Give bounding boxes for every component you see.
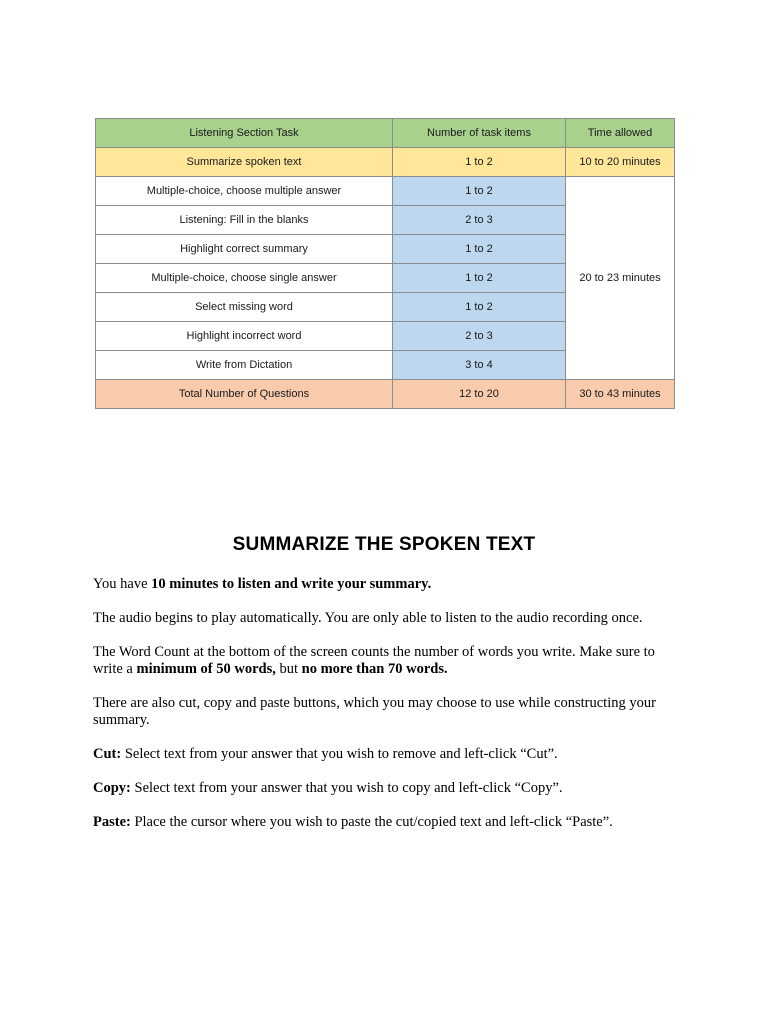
paragraph-word-count: The Word Count at the bottom of the screen counts the number of words you write. Make sure to write a minimum of 50 words, but no more than 70 words. bbox=[93, 644, 655, 677]
paragraph-paste: Paste: Place the cursor where you wish to paste the cut/copied text and left-click “Paste”. bbox=[93, 814, 613, 830]
cell-items: 1 to 2 bbox=[393, 293, 566, 322]
table-header-row bbox=[96, 119, 675, 148]
cell-items: 2 to 3 bbox=[393, 322, 566, 351]
cell-items: 3 to 4 bbox=[393, 351, 566, 380]
cell-total-time: 30 to 43 minutes bbox=[566, 380, 675, 409]
cell-task: Write from Dictation bbox=[96, 351, 393, 380]
header-task: Listening Section Task bbox=[96, 119, 393, 148]
cell-task: Multiple-choice, choose multiple answer bbox=[96, 177, 393, 206]
cell-items: 1 to 2 bbox=[393, 264, 566, 293]
listening-section-table bbox=[95, 118, 675, 409]
paragraph-copy: Copy: Select text from your answer that you wish to copy and left-click “Copy”. bbox=[93, 780, 563, 796]
cell-task: Multiple-choice, choose single answer bbox=[96, 264, 393, 293]
cell-items: 2 to 3 bbox=[393, 206, 566, 235]
cell-total-label: Total Number of Questions bbox=[96, 380, 393, 409]
cell-task: Listening: Fill in the blanks bbox=[96, 206, 393, 235]
cell-task: Highlight incorrect word bbox=[96, 322, 393, 351]
cell-time: 10 to 20 minutes bbox=[566, 148, 675, 177]
table-row bbox=[96, 177, 675, 206]
cell-merged-time: 20 to 23 minutes bbox=[566, 177, 675, 380]
paragraph-audio: The audio begins to play automatically. You are only able to listen to the audio recording once. bbox=[93, 610, 643, 626]
paragraph-buttons: There are also cut, copy and paste buttons, which you may choose to use while constructing your summary. bbox=[93, 695, 656, 728]
cell-items: 1 to 2 bbox=[393, 235, 566, 264]
paragraph-time: You have 10 minutes to listen and write your summary. bbox=[93, 576, 432, 592]
cell-items: 1 to 2 bbox=[393, 177, 566, 206]
cell-task: Select missing word bbox=[96, 293, 393, 322]
table-row-total bbox=[96, 380, 675, 409]
cell-task: Highlight correct summary bbox=[96, 235, 393, 264]
cell-items: 1 to 2 bbox=[393, 148, 566, 177]
section-heading: SUMMARIZE THE SPOKEN TEXT bbox=[232, 534, 536, 555]
paragraph-cut: Cut: Select text from your answer that you wish to remove and left-click “Cut”. bbox=[93, 746, 558, 762]
cell-total-items: 12 to 20 bbox=[393, 380, 566, 409]
header-time: Time allowed bbox=[566, 119, 675, 148]
header-items: Number of task items bbox=[393, 119, 566, 148]
table-row-summarize bbox=[96, 148, 675, 177]
instructions-body bbox=[93, 576, 683, 848]
cell-task: Summarize spoken text bbox=[96, 148, 393, 177]
